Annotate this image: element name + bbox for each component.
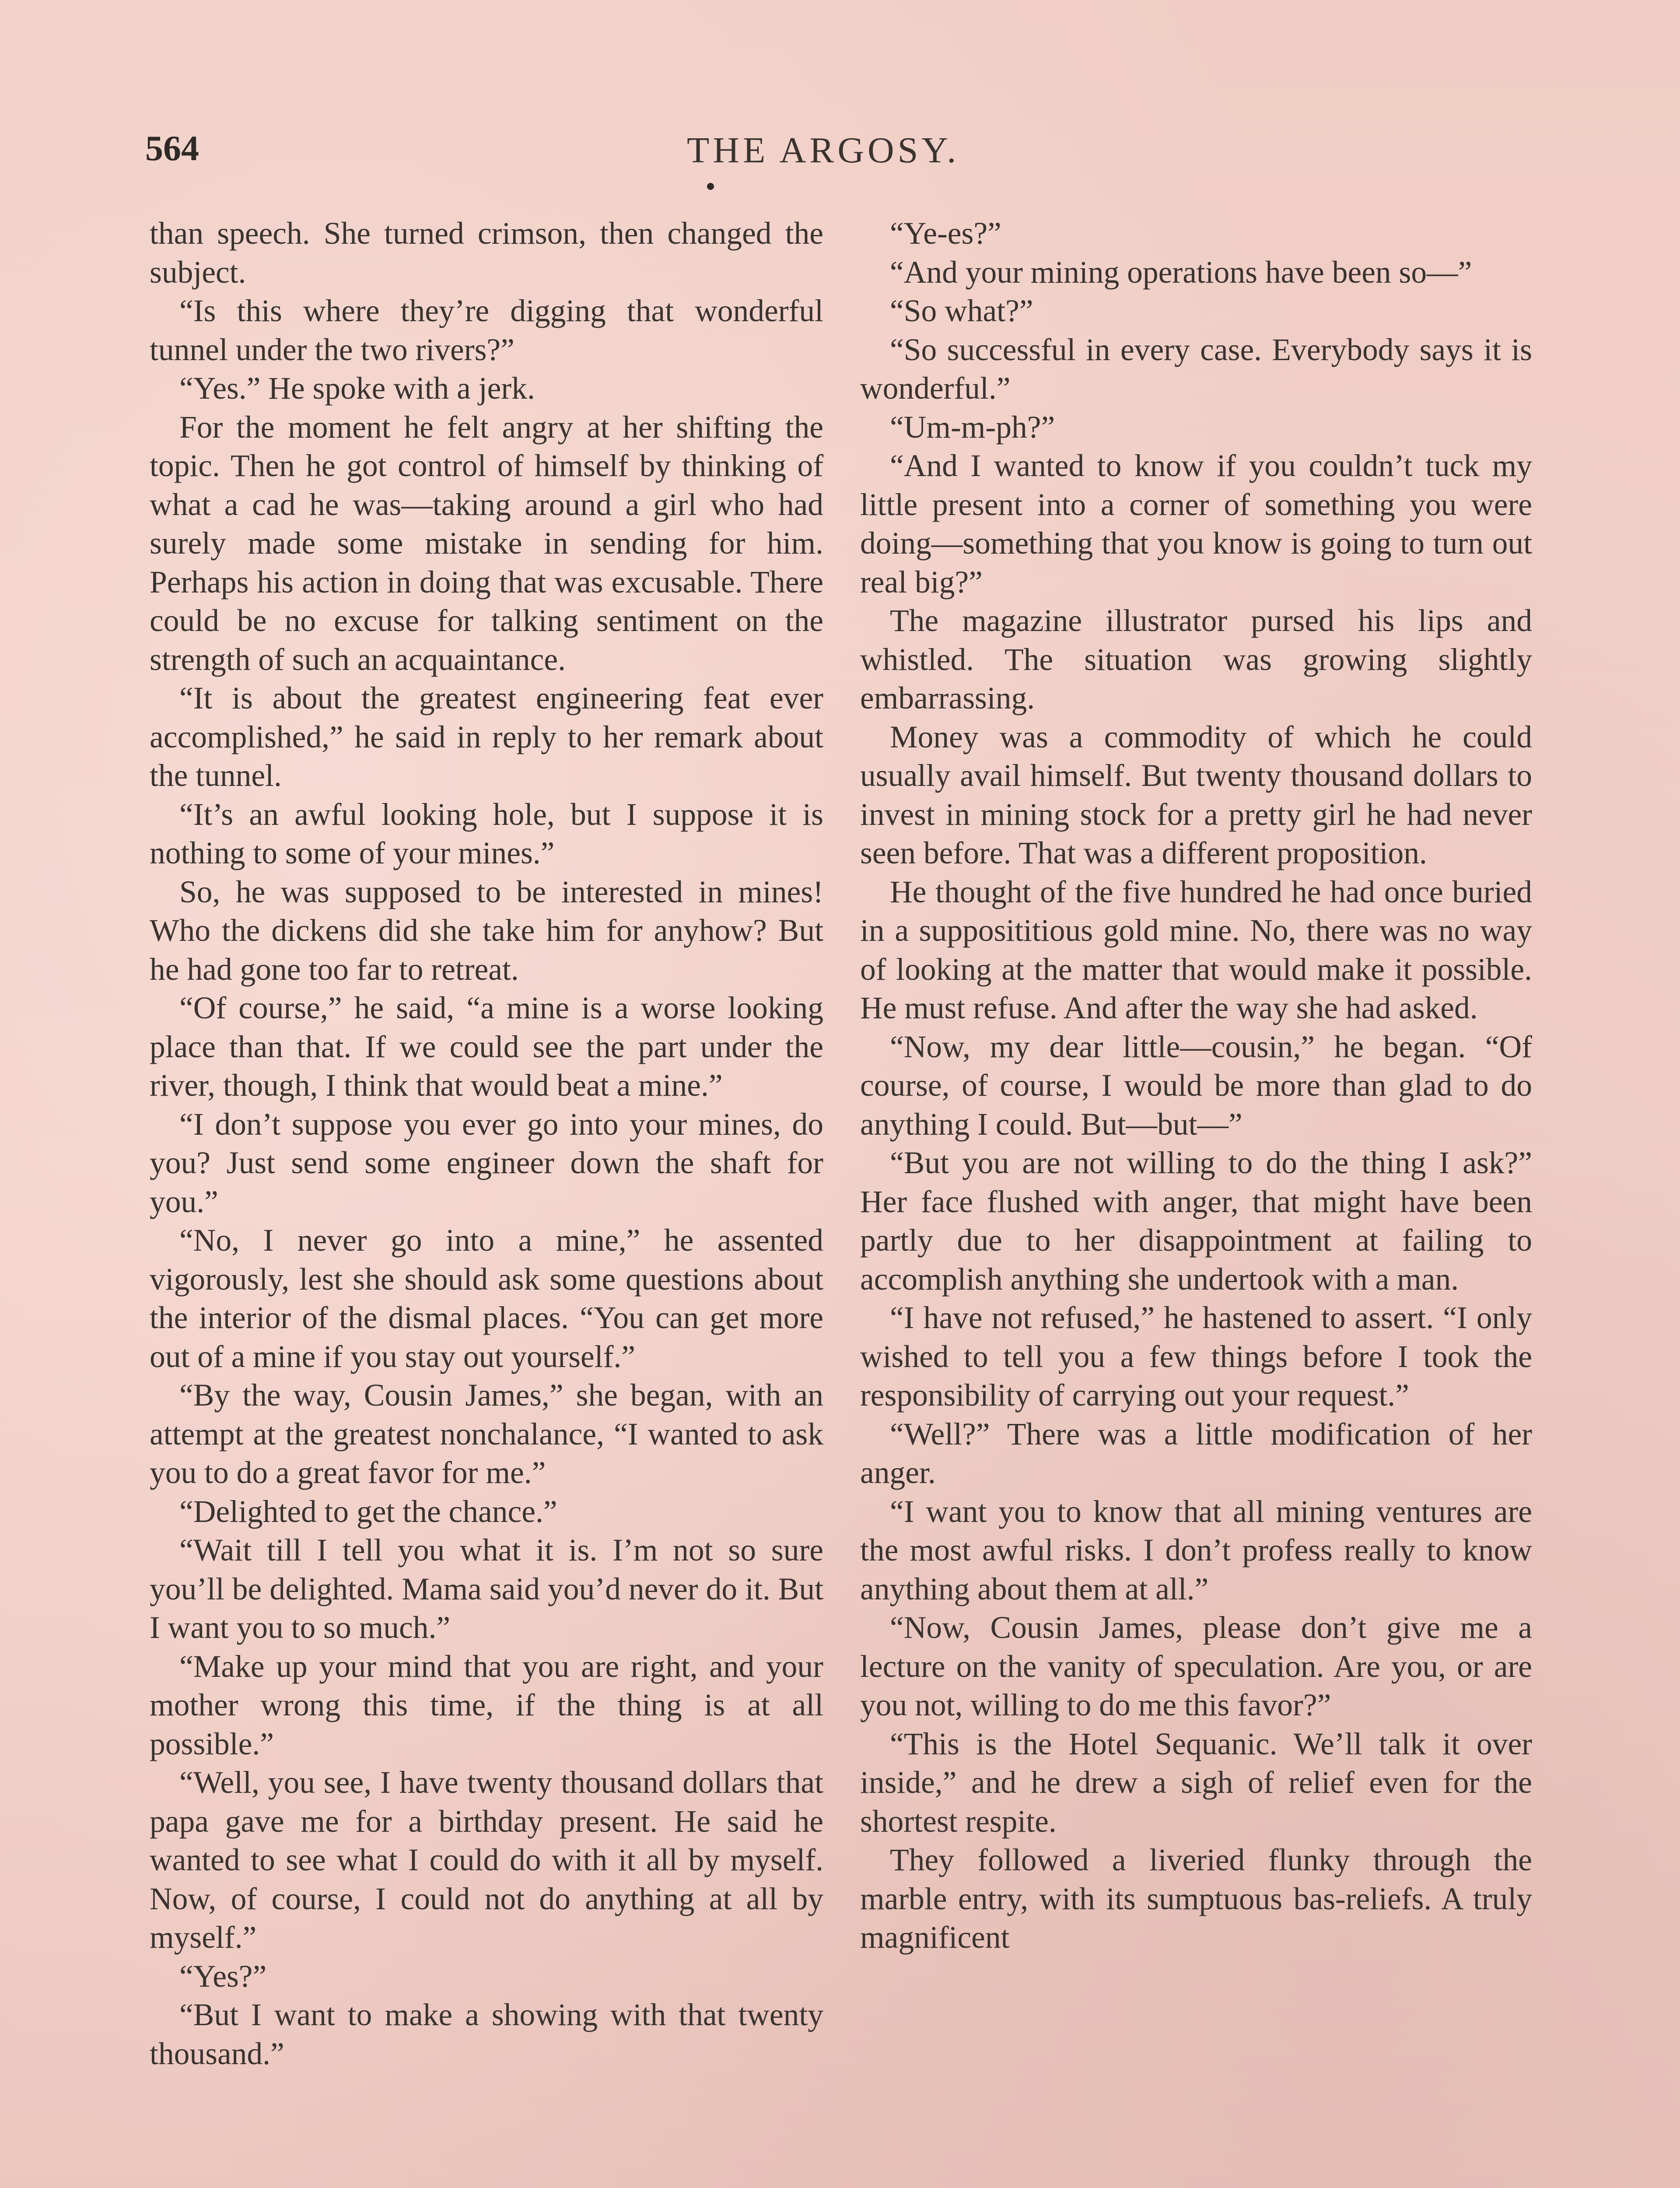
paragraph: “But I want to make a showing with that twenty thousand.” bbox=[150, 1998, 823, 2071]
paragraph: For the moment he felt angry at her shifting the topic. Then he got control of himself by thinking of what a cad he was—taking around a girl who had surely made some mistake in sending for him. Perhaps his action in doing that was excusable. There could be no excuse for talking sentiment on the strength of such an acquaintance. bbox=[150, 410, 823, 677]
paragraph: “It is about the greatest engineering feat ever accomplished,” he said in reply to her remark about the tunnel. bbox=[150, 681, 823, 793]
paragraph: “So successful in every case. Everybody says it is wonderful.” bbox=[860, 332, 1532, 406]
paragraph: “Is this where they’re digging that wonderful tunnel under the two rivers?” bbox=[150, 294, 823, 367]
right-column bbox=[860, 214, 1532, 1957]
paragraph: “Make up your mind that you are right, and your mother wrong this time, if the thing is at all possible.” bbox=[150, 1649, 823, 1761]
paragraph: “Delighted to get the chance.” bbox=[179, 1494, 557, 1529]
ornament-dot bbox=[707, 183, 714, 190]
paragraph: “Well?” There was a little modification of her anger. bbox=[860, 1417, 1532, 1490]
paragraph: “Now, my dear little—cousin,” he began. “Of course, of course, I would be more than glad to do anything I could. But—but—” bbox=[860, 1029, 1532, 1142]
paragraph: He thought of the five hundred he had once buried in a supposititious gold mine. No, there was no way of looking at the matter that would make it possible. He must refuse. And after the way she had asked. bbox=[860, 874, 1532, 1025]
paragraph: “Yes?” bbox=[179, 1959, 267, 1994]
paragraph: “So what?” bbox=[890, 294, 1033, 328]
paragraph: than speech. She turned crimson, then changed the subject. bbox=[150, 216, 823, 290]
paragraph: “Well, you see, I have twenty thousand dollars that papa gave me for a birthday present. He said he wanted to see what I could do with it all by myself. Now, of course, I could not do anything at all by myself.” bbox=[150, 1765, 823, 1955]
paragraph: They followed a liveried flunky through the marble entry, with its sumptuous bas-reliefs. A truly magnificent bbox=[860, 1843, 1532, 1955]
paragraph: “It’s an awful looking hole, but I suppose it is nothing to some of your mines.” bbox=[150, 797, 823, 870]
paragraph: “This is the Hotel Sequanic. We’ll talk it over inside,” and he drew a sigh of relief even for the shortest respite. bbox=[860, 1726, 1532, 1839]
paragraph: “Of course,” he said, “a mine is a worse looking place than that. If we could see the part under the river, though, I think that would beat a mine.” bbox=[150, 991, 823, 1103]
paragraph: “I have not refused,” he hastened to assert. “I only wished to tell you a few things before I took the responsibility of carrying out your request.” bbox=[860, 1301, 1532, 1413]
paragraph: The magazine illustrator pursed his lips and whistled. The situation was growing slightly embarrassing. bbox=[860, 603, 1532, 715]
paragraph: “No, I never go into a mine,” he assented vigorously, lest she should ask some questions about the interior of the dismal places. “You can get more out of a mine if you stay out yourself.” bbox=[150, 1223, 823, 1374]
paragraph: “I don’t suppose you ever go into your mines, do you? Just send some engineer down the shaft for you.” bbox=[150, 1107, 823, 1219]
running-head: THE ARGOSY. bbox=[687, 130, 960, 171]
paragraph: Money was a commodity of which he could usually avail himself. But twenty thousand dollars to invest in mining stock for a pretty girl he had never seen before. That was a different proposition. bbox=[860, 719, 1532, 870]
paragraph: So, he was supposed to be interested in mines! Who the dickens did she take him for anyhow? But he had gone too far to retreat. bbox=[150, 874, 823, 987]
paragraph: “Yes.” He spoke with a jerk. bbox=[179, 371, 535, 406]
paragraph: “Ye-es?” bbox=[890, 216, 1001, 251]
paragraph: “By the way, Cousin James,” she began, with an attempt at the greatest nonchalance, “I wanted to ask you to do a great favor for me.” bbox=[150, 1378, 823, 1490]
paragraph: “Wait till I tell you what it is. I’m not so sure you’ll be delighted. Mama said you’d never do it. But I want you to so much.” bbox=[150, 1533, 823, 1645]
left-column bbox=[150, 214, 823, 2073]
paragraph: “I want you to know that all mining ventures are the most awful risks. I don’t profess really to know anything about them at all.” bbox=[860, 1494, 1532, 1606]
paragraph: “And your mining operations have been so—” bbox=[890, 255, 1472, 290]
paragraph: “Now, Cousin James, please don’t give me a lecture on the vanity of speculation. Are you, or are you not, willing to do me this favor?” bbox=[860, 1610, 1532, 1722]
paragraph: “And I wanted to know if you couldn’t tuck my little present into a corner of something you were doing—something that you know is going to turn out real big?” bbox=[860, 449, 1532, 600]
paragraph: “But you are not willing to do the thing I ask?” Her face flushed with anger, that might have been partly due to her disappointment at failing to accomplish anything she undertook with a man. bbox=[860, 1146, 1532, 1297]
paragraph: “Um-m-ph?” bbox=[890, 410, 1055, 445]
page-number: 564 bbox=[145, 128, 199, 168]
